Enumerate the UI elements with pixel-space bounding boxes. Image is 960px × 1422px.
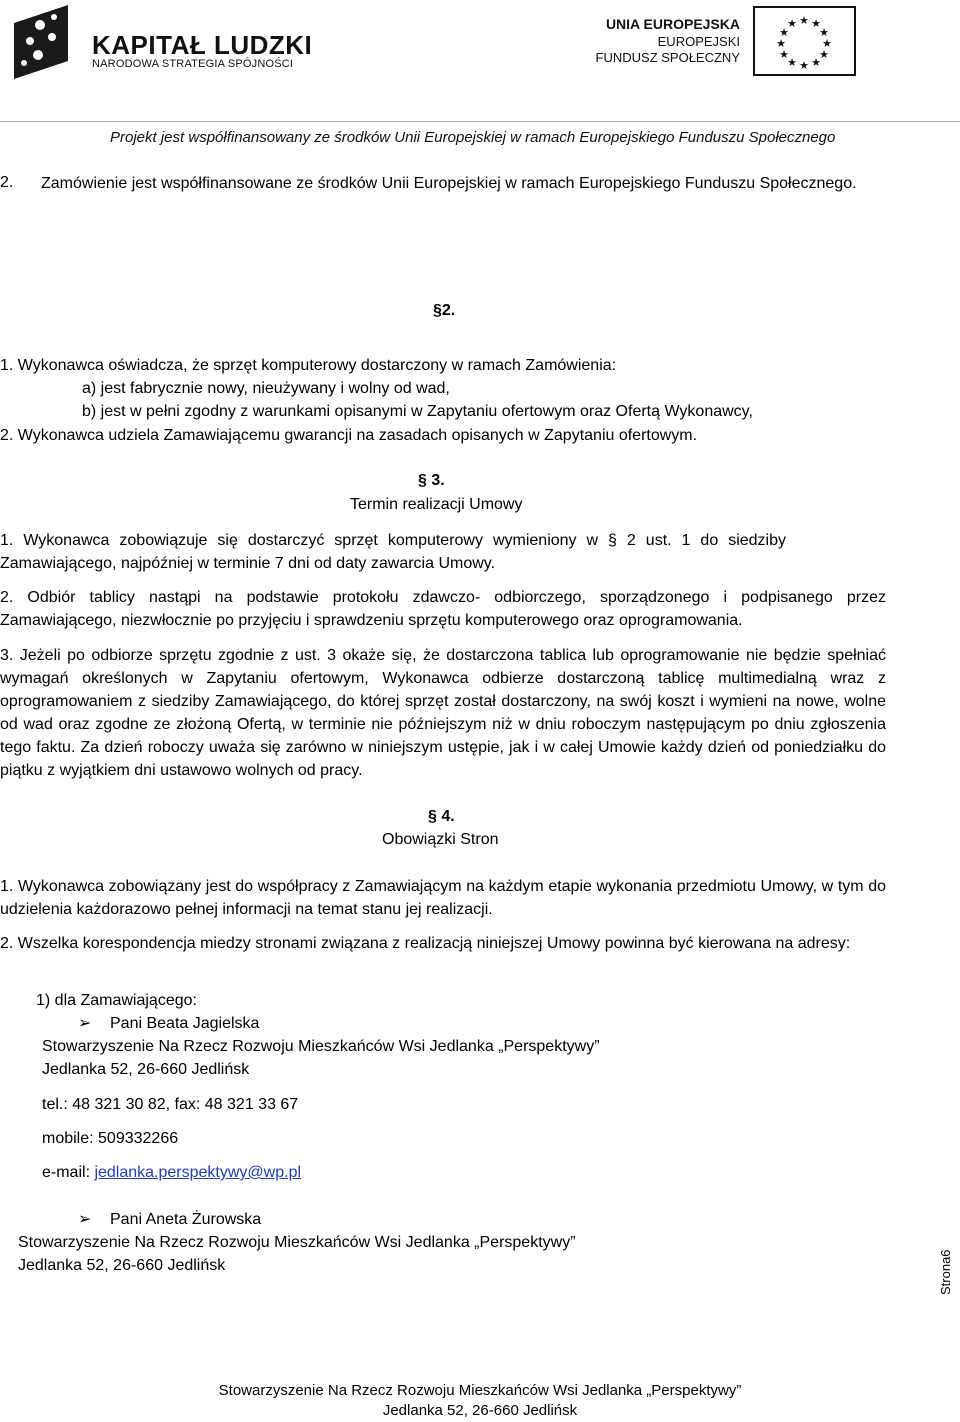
- section-3-title: § 3.: [418, 472, 445, 489]
- contact-2-org: Stowarzyszenie Na Rzecz Rozwoju Mieszkańców Wsi Jedlanka „Perspektywy”: [18, 1234, 576, 1251]
- svg-text:★: ★: [779, 26, 789, 39]
- svg-text:★: ★: [819, 48, 829, 61]
- svg-text:★: ★: [799, 59, 809, 72]
- kapital-ludzki-title: KAPITAŁ LUDZKI: [92, 30, 313, 60]
- svg-text:★: ★: [819, 26, 829, 39]
- contact-1-phone: tel.: 48 321 30 82, fax: 48 321 33 67: [42, 1096, 299, 1113]
- sec2-item-1b: b) jest w pełni zgodny z warunkami opisanymi w Zapytaniu ofertowym oraz Ofertą Wykonawcy,: [82, 403, 753, 420]
- page-number-text: Strona6: [938, 1249, 953, 1295]
- contact-2-name: Pani Aneta Żurowska: [110, 1211, 262, 1228]
- sec2-item-1a: a) jest fabrycznie nowy, nieużywany i wolny od wad,: [82, 380, 450, 397]
- kapital-ludzki-emblem-icon: [10, 3, 90, 83]
- sec3-item-1: 1. Wykonawca zobowiązuje się dostarczyć sprzęt komputerowy wymieniony w § 2 ust. 1 do siedziby Zamawiającego, najpóźniej w terminie 7 dni od daty zawarcia Umowy.: [0, 532, 786, 572]
- sec4-item-1: 1. Wykonawca zobowiązany jest do współpracy z Zamawiającym na każdym etapie wykonania przedmiotu Umowy, w tym do udzielenia każdorazowo pełnej informacji na temat stanu jej realizacji.: [0, 878, 886, 918]
- eu-logo-line2: EUROPEJSKI: [657, 34, 740, 49]
- contact-1-org: Stowarzyszenie Na Rzecz Rozwoju Mieszkańców Wsi Jedlanka „Perspektywy”: [42, 1038, 600, 1055]
- sec3-item-2: 2. Odbiór tablicy nastąpi na podstawie protokołu zdawczo- odbiorczego, sporządzonego i podpisanego przez Zamawiającego, niezwłocznie po przyjęciu i sprawdzeniu sprzętu komputerowego oraz oprogramowania.: [0, 589, 886, 629]
- section-4-title: § 4.: [428, 808, 455, 825]
- sec3-item-3: 3. Jeżeli po odbiorze sprzętu zgodnie z ust. 3 okaże się, że dostarczona tablica lub oprogramowanie nie będzie spełniać wymagań określonych w Zapytaniu ofertowym, Wykonawca odbierze dostarczoną tablicę multimedialną wraz z oprogramowaniem z siedziby Zamawiającego, do której sprzęt został dostarczony, na swój koszt i wymieni na nowe, wolne od wad oraz zgodne ze złożoną Ofertą, w terminie nie późniejszym niż w dniu roboczym następującym po dniu zgłoszenia tego faktu. Za dzień roboczy uważa się zarówno w niniejszym ustępie, jak i w całej Umowie każdy dzień od poniedziałku do piątku z wyjątkiem dni ustawowo wolnych od pracy.: [0, 647, 886, 779]
- svg-text:★: ★: [822, 37, 832, 50]
- svg-text:★: ★: [779, 48, 789, 61]
- sec1-item-text: Zamówienie jest współfinansowane ze środków Unii Europejskiej w ramach Europejskiego Funduszu Społecznego.: [41, 175, 857, 192]
- footer-line-1: Stowarzyszenie Na Rzecz Rozwoju Mieszkańców Wsi Jedlanka „Perspektywy”: [218, 1382, 742, 1399]
- section-3-subtitle: Termin realizacji Umowy: [350, 496, 523, 513]
- kapital-ludzki-subtitle: NARODOWA STRATEGIA SPÓJNOŚCI: [92, 58, 294, 70]
- eu-logo-line1: UNIA EUROPEJSKA: [605, 16, 740, 32]
- eu-logo-line3: FUNDUSZ SPOŁECZNY: [595, 50, 740, 65]
- contact-1-label: 1) dla Zamawiającego:: [36, 992, 197, 1009]
- section-2-title: §2.: [433, 302, 456, 319]
- contact-2-address: Jedlanka 52, 26-660 Jedlińsk: [18, 1257, 226, 1274]
- contact-1-name: Pani Beata Jagielska: [110, 1015, 260, 1032]
- svg-text:★: ★: [776, 37, 786, 50]
- sec1-item-number: 2.: [0, 174, 14, 191]
- arrow-bullet-icon: ➢: [78, 1015, 92, 1032]
- sec4-item-2: 2. Wszelka korespondencja miedzy stronami związana z realizacją niniejszej Umowy powinna być kierowana na adresy:: [0, 935, 851, 952]
- svg-text:★: ★: [799, 14, 809, 27]
- section-4-subtitle: Obowiązki Stron: [382, 831, 499, 848]
- contact-1-email-label: e-mail:: [42, 1164, 95, 1181]
- svg-text:★: ★: [787, 17, 797, 30]
- eu-flag-icon: [753, 6, 856, 76]
- contact-1-email-link[interactable]: jedlanka.perspektywy@wp.pl: [94, 1164, 302, 1181]
- sec2-item-2: 2. Wykonawca udziela Zamawiającemu gwarancji na zasadach opisanych w Zapytaniu ofertowym.: [0, 427, 698, 444]
- contact-1-mobile: mobile: 509332266: [42, 1130, 179, 1147]
- page-number: [938, 1245, 960, 1305]
- svg-text:★: ★: [787, 56, 797, 69]
- svg-text:★: ★: [811, 17, 821, 30]
- footer-line-2: Jedlanka 52, 26-660 Jedlińsk: [382, 1402, 578, 1419]
- arrow-bullet-icon: ➢: [78, 1211, 92, 1228]
- project-cofinancing-line: Projekt jest współfinansowany ze środków Unii Europejskiej w ramach Europejskiego Funduszu Społecznego: [110, 129, 836, 146]
- sec2-item-1: 1. Wykonawca oświadcza, że sprzęt komputerowy dostarczony w ramach Zamówienia:: [0, 357, 617, 374]
- header-divider: [0, 121, 960, 122]
- contact-1-address: Jedlanka 52, 26-660 Jedlińsk: [42, 1061, 250, 1078]
- contact-1-email: [42, 1162, 301, 1184]
- svg-text:★: ★: [811, 56, 821, 69]
